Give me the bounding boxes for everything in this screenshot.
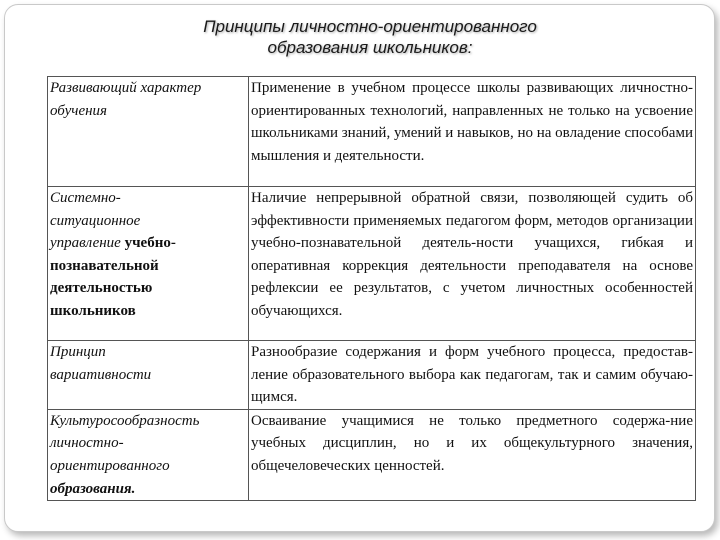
principle-name-cell — [48, 341, 249, 410]
principle-name-line: ситуационное — [50, 212, 141, 229]
principle-name-line: обучения — [50, 102, 108, 119]
principle-description-cell: Осваивание учащимися не только предметного содержа-ние учебных дисциплин, но и их общекультурного значения, общечеловеческих ценностей. — [249, 409, 696, 500]
principle-name-line: Системно- — [50, 190, 121, 206]
principle-name-line: ориентированного — [50, 457, 170, 474]
table-row — [48, 77, 696, 187]
principle-description-cell: Наличие непрерывной обратной связи, позволяющей судить об эффективности применяемых педагогом форм, методов организации учебно-познавательной деятель-ности учащихся, гибкая и оперативная коррекция деятельности преподавателя на основе рефлексии ее результатов, с учетом личностных особенностей обучающихся. — [249, 187, 696, 341]
principle-name-line: Культуросообразность — [50, 412, 200, 429]
table-row — [48, 341, 696, 410]
principle-name-line: образования. — [50, 480, 136, 497]
slide-title — [100, 16, 640, 58]
principle-description-cell: Применение в учебном процессе школы развивающих личностно-ориентированных технологий, направленных не только на усвоение школьниками знаний, умений и навыков, но на овладение способами мышления и деятельности. — [249, 77, 696, 187]
principle-name-line — [50, 232, 246, 255]
principle-name-cell — [48, 187, 249, 341]
principle-name-cell — [48, 77, 249, 187]
principle-name-line-part: управление — [50, 235, 121, 252]
principle-name-line: Принцип — [50, 344, 106, 360]
principle-name-line: деятельностью — [50, 280, 153, 297]
slide-title-line-1: Принципы личностно-ориентированного — [203, 17, 537, 36]
principle-name-line-part: учебно- — [124, 235, 176, 252]
principle-name-line: познавательной — [50, 257, 159, 274]
principles-table — [47, 76, 696, 501]
principle-name-cell — [48, 409, 249, 500]
principle-name-line: личностно- — [50, 435, 124, 452]
principle-name-line: школьников — [50, 302, 136, 319]
principle-name-line: Развивающий характер — [50, 80, 202, 96]
principle-description-cell: Разнообразие содержания и форм учебного процесса, предостав-ление образовательного выбора как педагогам, так и самим обучаю-щимся. — [249, 341, 696, 410]
table-row — [48, 409, 696, 500]
slide-title-line-2: образования школьников: — [267, 38, 473, 57]
principle-name-line: вариативности — [50, 366, 152, 383]
table-row — [48, 187, 696, 341]
